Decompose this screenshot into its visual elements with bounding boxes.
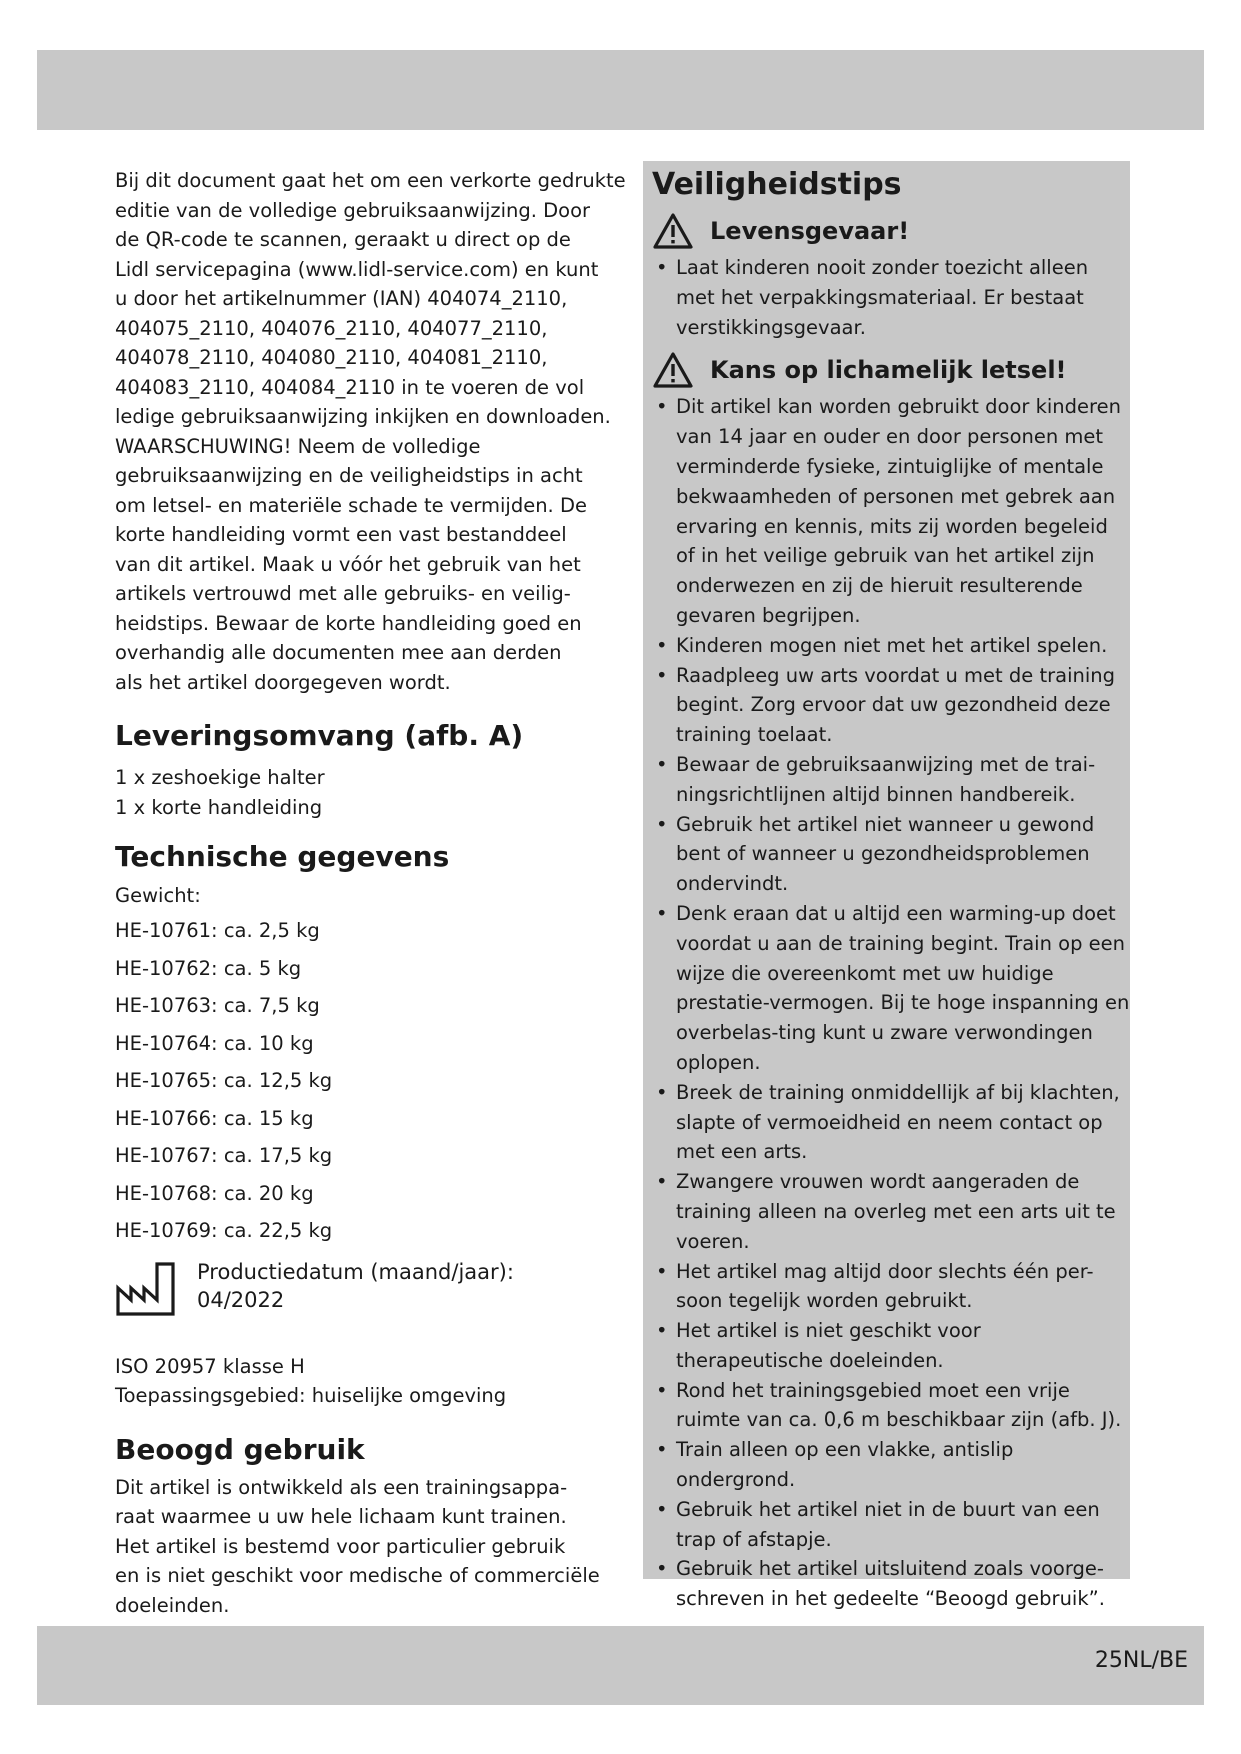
warning-triangle-icon — [652, 351, 694, 389]
left-column — [115, 166, 625, 1620]
technical-heading: Technische gegevens — [115, 840, 450, 873]
injury-warning — [652, 350, 1130, 390]
intro-line: korte handleiding vormt een vast bestanddeel — [115, 523, 567, 546]
production-date: 04/2022 — [197, 1287, 285, 1312]
model-weight: HE-10765: ca. 12,5 kg — [115, 1069, 333, 1092]
safety-tip: • Gebruik het artikel niet wanneer u gewond bent of wanneer u gezondheidsproblemen ondervindt. — [652, 810, 1130, 899]
text-line: en is niet geschikt voor medische of commerciële — [115, 1564, 600, 1587]
safety-tip: • Laat kinderen nooit zonder toezicht alleen met het verpakkingsmateriaal. Er bestaat verstikkingsgevaar. — [652, 253, 1130, 342]
intro-line: WAARSCHUWING! Neem de volledige — [115, 434, 481, 458]
intro-line: om letsel- en materiële schade te vermijden. De — [115, 493, 587, 517]
weight-label: Gewicht: — [115, 884, 201, 907]
intro-line: ledige gebruiksaanwijzing inkijken en downloaden. — [115, 405, 611, 428]
intro-line: editie van de volledige gebruiksaanwijzing. Door — [115, 198, 591, 222]
scope-heading: Leveringsomvang (afb. A) — [115, 719, 524, 752]
safety-tip: • Dit artikel kan worden gebruikt door kinderen van 14 jaar en ouder en door personen met verminderde fysieke, zintuiglijke of mentale bekwaamheden of personen met gebrek aan ervaring en kennis, mits zij worden begeleid of in het veilige gebruik van het artikel zijn onderwezen en zij de hieruit resulterende gevaren begrijpen. — [652, 392, 1130, 630]
intro-line: overhandig alle documenten mee aan derden — [115, 641, 562, 664]
scope-list — [115, 763, 625, 822]
intro-line: Lidl servicepagina (www.lidl-service.com) en kunt — [115, 257, 599, 281]
safety-tip: • Denk eraan dat u altijd een warming-up doet voordat u aan de training begint. Train op een wijze die overeenkomt met uw huidige prestatie-vermogen. Bij te hoge inspanning en overbelas-ting kunt u zware verwondingen oplopen. — [652, 899, 1130, 1078]
danger-title: Levensgevaar! — [710, 217, 910, 245]
intro-line: gebruiksaanwijzing en de veiligheidstips in acht — [115, 464, 583, 487]
safety-tip: • Rond het trainingsgebied moet een vrije ruimte van ca. 0,6 m beschikbaar zijn (afb. J). — [652, 1376, 1130, 1436]
intro-paragraph — [115, 166, 625, 697]
safety-tip: • Gebruik het artikel niet in de buurt van een trap of afstapje. — [652, 1495, 1130, 1555]
iso-standard: ISO 20957 klasse H — [115, 1354, 305, 1378]
intro-line: Bij dit document gaat het om een verkorte gedrukte — [115, 169, 626, 192]
factory-icon — [115, 1260, 177, 1318]
warning-triangle-icon — [652, 212, 694, 250]
injury-list — [652, 392, 1130, 1614]
text-line: Het artikel is bestemd voor particulier gebruik — [115, 1534, 566, 1558]
danger-list — [652, 253, 1130, 342]
safety-tip: • Raadpleeg uw arts voordat u met de training begint. Zorg ervoor dat uw gezondheid deze training toelaat. — [652, 661, 1130, 750]
injury-title: Kans op lichamelijk letsel! — [710, 356, 1067, 385]
safety-tip: • Het artikel mag altijd door slechts één per-soon tegelijk worden gebruikt. — [652, 1257, 1130, 1317]
model-weight: HE-10768: ca. 20 kg — [115, 1181, 314, 1205]
intro-line: als het artikel doorgegeven wordt. — [115, 670, 451, 694]
model-weight: HE-10763: ca. 7,5 kg — [115, 994, 320, 1017]
intro-line: van dit artikel. Maak u vóór het gebruik van het — [115, 552, 581, 576]
page-number: 25NL/BE — [1094, 1648, 1188, 1673]
text-line: raat waarmee u uw hele lichaam kunt trainen. — [115, 1505, 567, 1528]
intro-line: artikels vertrouwd met alle gebruiks- en veilig- — [115, 582, 571, 605]
danger-warning — [652, 211, 1130, 251]
safety-heading: Veiligheidstips — [652, 167, 902, 202]
application-area: Toepassingsgebied: huiselijke omgeving — [115, 1384, 507, 1407]
text-line: Dit artikel is ontwikkeld als een trainingsappa- — [115, 1475, 568, 1499]
model-weight: HE-10766: ca. 15 kg — [115, 1106, 314, 1130]
intro-line: de QR-code te scannen, geraakt u direct op de — [115, 228, 571, 251]
production-date-row — [115, 1258, 625, 1318]
intro-line: u door het artikelnummer (IAN) 404074_2110, — [115, 287, 568, 310]
safety-tip: • Kinderen mogen niet met het artikel spelen. — [652, 631, 1130, 661]
model-weight: HE-10761: ca. 2,5 kg — [115, 919, 320, 942]
safety-tip: • Gebruik het artikel uitsluitend zoals voorge-schreven in het gedeelte “Beoogd gebruik”. — [652, 1554, 1130, 1614]
model-weight: HE-10767: ca. 17,5 kg — [115, 1144, 333, 1167]
production-label: Productiedatum (maand/jaar): — [197, 1259, 514, 1284]
scope-item: 1 x korte handleiding — [115, 795, 323, 819]
model-weight: HE-10769: ca. 22,5 kg — [115, 1219, 333, 1242]
safety-panel — [643, 161, 1130, 1611]
scope-item: 1 x zeshoekige halter — [115, 766, 325, 789]
intro-line: 404083_2110, 404084_2110 in te voeren de vol — [115, 375, 585, 399]
safety-tip: • Zwangere vrouwen wordt aangeraden de training alleen na overleg met een arts uit te voeren. — [652, 1167, 1130, 1256]
safety-tip: • Het artikel is niet geschikt voor therapeutische doeleinden. — [652, 1316, 1130, 1376]
intended-use-paragraph — [115, 1473, 625, 1621]
safety-tip: • Bewaar de gebruiksaanwijzing met de trai-ningsrichtlijnen altijd binnen handbereik. — [652, 750, 1130, 810]
footer-bar — [37, 1626, 1204, 1705]
intro-line: heidstips. Bewaar de korte handleiding goed en — [115, 611, 582, 635]
intro-line: 404078_2110, 404080_2110, 404081_2110, — [115, 346, 548, 369]
intended-use-heading: Beoogd gebruik — [115, 1432, 365, 1466]
safety-tip: • Breek de training onmiddellijk af bij klachten, slapte of vermoeidheid en neem contact op met een arts. — [652, 1078, 1130, 1167]
model-list — [115, 912, 625, 1250]
model-weight: HE-10764: ca. 10 kg — [115, 1031, 314, 1055]
model-weight: HE-10762: ca. 5 kg — [115, 956, 302, 980]
intro-line: 404075_2110, 404076_2110, 404077_2110, — [115, 316, 548, 340]
safety-tip: • Train alleen op een vlakke, antislip ondergrond. — [652, 1435, 1130, 1495]
header-bar — [37, 50, 1204, 130]
text-line: doeleinden. — [115, 1593, 230, 1617]
